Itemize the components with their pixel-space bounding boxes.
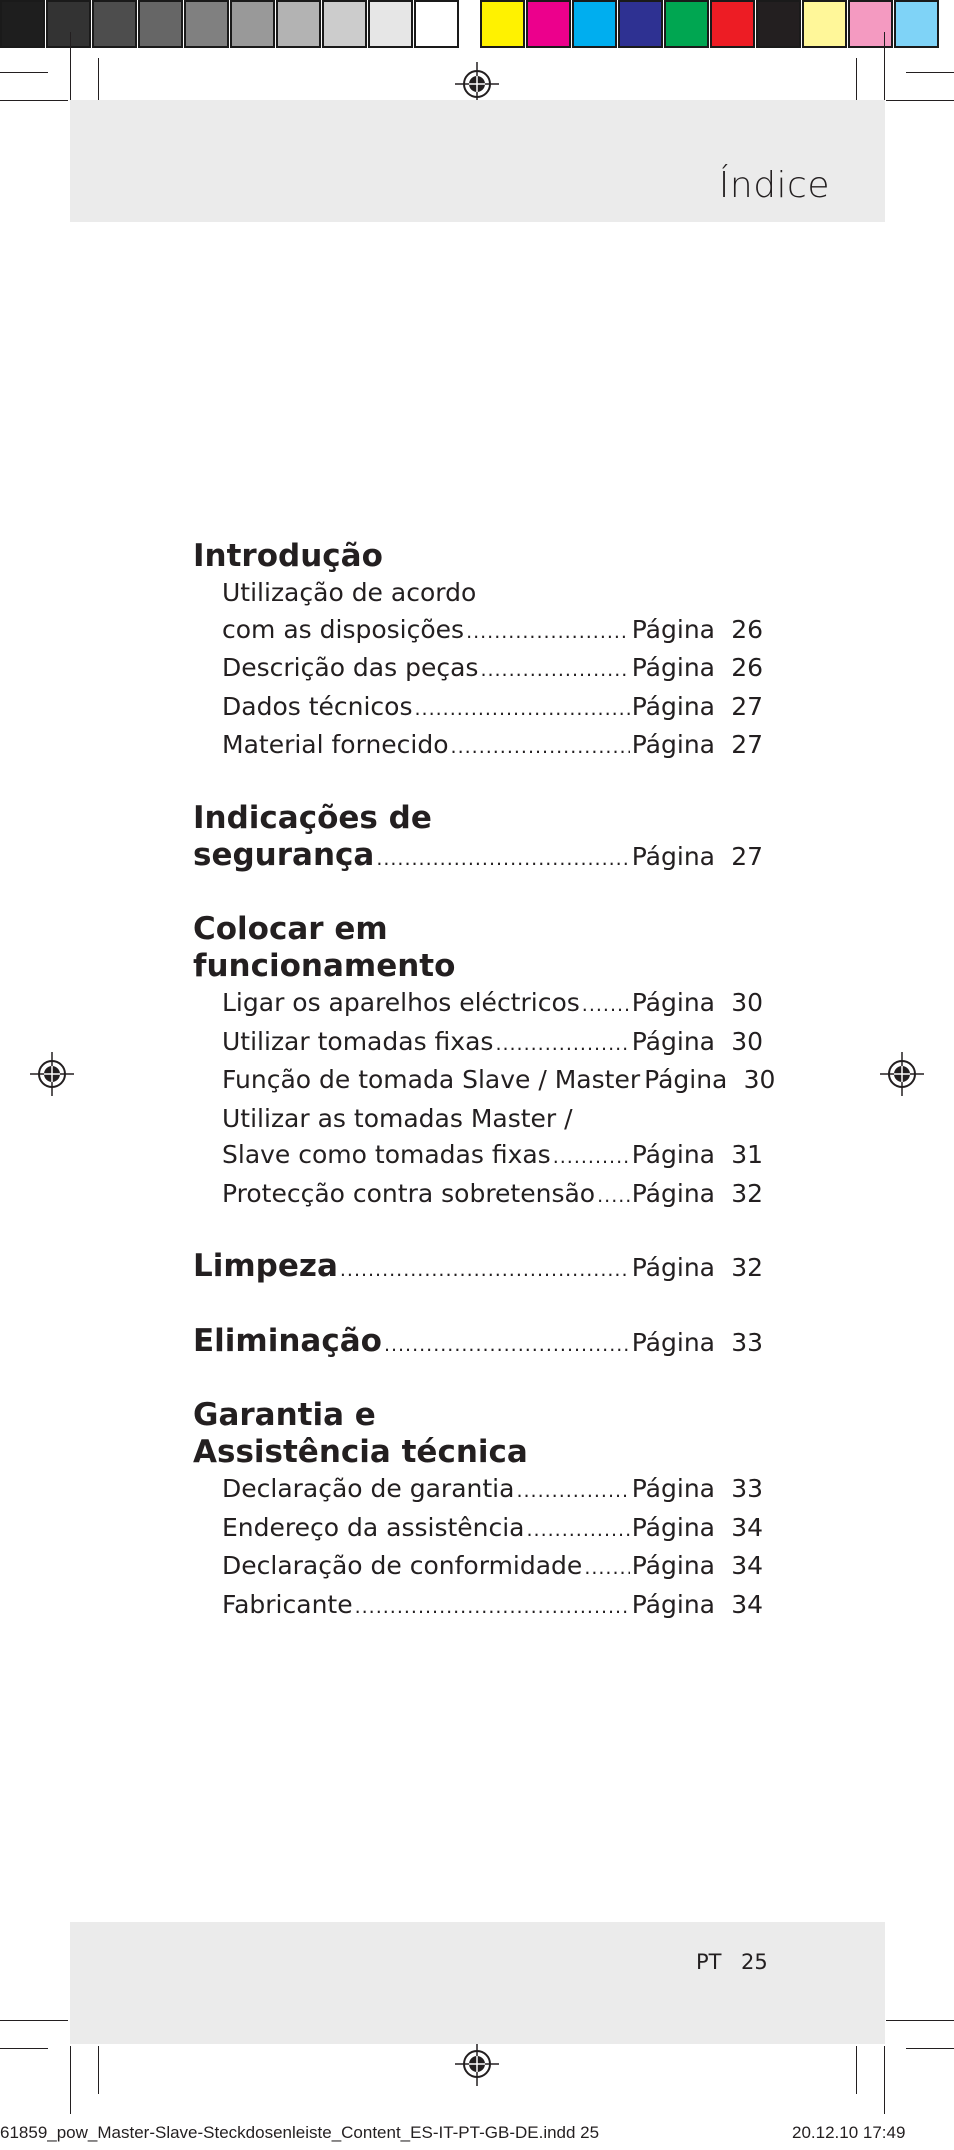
toc-entry[interactable] — [193, 1587, 763, 1626]
page-word: Página — [631, 1589, 715, 1619]
toc-entry[interactable] — [193, 1548, 763, 1587]
entry-label: Ligar os aparelhos eléctricos — [222, 988, 580, 1017]
toc-entry[interactable] — [193, 1248, 763, 1289]
leader-dots — [340, 1250, 630, 1289]
page-number: 30 — [743, 1065, 776, 1094]
page-word: Página — [631, 730, 715, 759]
slug-datetime: 20.12.10 17:49 — [792, 2123, 906, 2142]
page-number: 32 — [731, 1253, 763, 1282]
color-calibration-bar — [0, 0, 940, 48]
entry-label: Endereço da assistência — [222, 1512, 525, 1542]
crop-mark — [70, 32, 71, 100]
blue-swatch — [618, 0, 663, 48]
table-of-contents — [193, 538, 776, 1659]
crop-mark — [906, 72, 954, 73]
crop-mark — [886, 100, 954, 101]
page-word: Página — [631, 841, 715, 871]
page-word: Página — [631, 1474, 715, 1503]
crop-mark — [856, 58, 857, 106]
entry-label: Declaração de conformidade — [222, 1551, 583, 1580]
page-number: 27 — [731, 841, 763, 871]
section-title: Garantia e — [193, 1397, 376, 1433]
section-title: Assistência técnica — [193, 1434, 528, 1470]
leader-dots — [527, 1510, 630, 1549]
gray-swatch — [322, 0, 367, 48]
section-title: Introdução — [193, 538, 383, 574]
page-number: 31 — [731, 1140, 763, 1169]
page-number: 34 — [731, 1551, 763, 1580]
gray-swatch — [368, 0, 413, 48]
toc-entry[interactable] — [193, 1471, 763, 1510]
section-title: Indicações de — [193, 799, 432, 836]
gray-swatch — [414, 0, 459, 48]
entry-label: Dados técnicos — [222, 691, 413, 721]
registration-mark-icon — [30, 1052, 74, 1096]
page-word: Página — [631, 1551, 715, 1580]
entry-label: Protecção contra sobretensão — [222, 1178, 596, 1208]
page-number: 30 — [731, 988, 763, 1017]
gray-swatch — [0, 0, 45, 48]
magenta-swatch — [526, 0, 571, 48]
toc-section-introducao — [193, 538, 763, 766]
page-number: 26 — [731, 653, 763, 682]
gray-swatch — [92, 0, 137, 48]
page-word: Página — [631, 1026, 715, 1056]
light-yellow-swatch — [802, 0, 847, 48]
entry-label: Declaração de garantia — [222, 1474, 515, 1503]
gray-swatch — [184, 0, 229, 48]
page-number: 32 — [731, 1178, 763, 1208]
leader-dots — [584, 1548, 629, 1587]
page-number: 34 — [731, 1512, 763, 1542]
toc-section-seguranca — [193, 800, 763, 878]
toc-section-eliminacao — [193, 1323, 763, 1364]
entry-label: Fabricante — [222, 1589, 353, 1619]
page-word: Página — [631, 1327, 715, 1357]
leader-dots — [495, 1024, 629, 1063]
crop-mark — [0, 72, 48, 73]
leader-dots — [480, 650, 629, 689]
toc-section-limpeza — [193, 1248, 763, 1289]
crop-mark — [98, 2046, 99, 2094]
toc-entry-text: Utilização de acordo — [222, 578, 477, 607]
crop-mark — [0, 2020, 68, 2021]
toc-entry[interactable] — [193, 837, 763, 878]
page-number-footer: 25 — [741, 1950, 768, 1974]
entry-label: Descrição das peças — [222, 653, 479, 682]
crop-mark — [886, 2020, 954, 2021]
gray-swatch — [46, 0, 91, 48]
leader-dots — [597, 1176, 630, 1215]
footer-band — [70, 1922, 885, 2044]
slug-filename: 61859_pow_Master-Slave-Steckdosenleiste_Content_ES-IT-PT-GB-DE.indd 25 — [0, 2123, 600, 2142]
leader-dots — [451, 727, 630, 766]
entry-label: Utilizar tomadas fixas — [222, 1026, 494, 1056]
leader-dots — [355, 1587, 630, 1626]
leader-dots — [415, 689, 630, 728]
crop-mark — [70, 2046, 71, 2114]
entry-label: segurança — [193, 836, 375, 873]
toc-entry[interactable] — [193, 1062, 776, 1101]
toc-entry[interactable] — [193, 1024, 763, 1063]
gray-swatch — [230, 0, 275, 48]
page-word: Página — [631, 988, 715, 1017]
black-swatch — [756, 0, 801, 48]
leader-dots — [466, 612, 630, 651]
page-number: 27 — [731, 691, 763, 721]
entry-label: Material fornecido — [222, 730, 449, 759]
leader-dots — [516, 1471, 629, 1510]
leader-dots — [553, 1137, 630, 1176]
toc-entry[interactable] — [193, 1137, 763, 1176]
crop-mark — [0, 2048, 48, 2049]
page-word: Página — [631, 614, 715, 644]
page-word: Página — [631, 1178, 715, 1208]
light-cyan-swatch — [894, 0, 939, 48]
crop-mark — [98, 58, 99, 106]
crop-mark — [884, 32, 885, 100]
toc-entry[interactable] — [193, 1323, 763, 1364]
registration-mark-icon — [880, 1052, 924, 1096]
language-label: PT — [696, 1950, 722, 1974]
red-swatch — [710, 0, 755, 48]
gray-swatch — [276, 0, 321, 48]
cyan-swatch — [572, 0, 617, 48]
page-number: 27 — [731, 730, 763, 759]
crop-mark — [906, 2048, 954, 2049]
registration-mark-icon — [455, 2042, 499, 2086]
entry-label: Função de tomada Slave / Master — [222, 1065, 641, 1094]
page-word: Página — [631, 1253, 715, 1282]
page-number: 34 — [731, 1589, 763, 1619]
page-word: Página — [631, 653, 715, 682]
crop-mark — [884, 2046, 885, 2114]
entry-label: com as disposições — [222, 614, 465, 644]
leader-dots — [582, 985, 630, 1024]
toc-entry[interactable] — [193, 727, 763, 766]
gray-swatch — [138, 0, 183, 48]
page-number: 33 — [731, 1474, 763, 1503]
leader-dots — [376, 839, 629, 878]
page-number: 26 — [731, 614, 763, 644]
page-word: Página — [631, 1512, 715, 1542]
toc-section-funcionamento — [193, 911, 776, 1214]
toc-entry[interactable] — [193, 1176, 763, 1215]
toc-section-garantia — [193, 1397, 763, 1625]
toc-entry[interactable] — [193, 650, 763, 689]
toc-entry[interactable] — [193, 612, 763, 651]
section-title: Colocar em — [193, 911, 388, 947]
section-title: funcionamento — [193, 948, 456, 984]
page-number: 30 — [731, 1026, 763, 1056]
toc-entry[interactable] — [193, 985, 763, 1024]
toc-entry[interactable] — [193, 689, 763, 728]
toc-entry[interactable] — [193, 1510, 763, 1549]
page-word: Página — [631, 691, 715, 721]
toc-entry-text: Utilizar as tomadas Master / — [222, 1103, 573, 1133]
crop-mark — [0, 100, 68, 101]
crop-mark — [856, 2046, 857, 2094]
entry-label: Limpeza — [193, 1248, 338, 1284]
yellow-swatch — [480, 0, 525, 48]
leader-dots — [384, 1325, 630, 1364]
pink-swatch — [848, 0, 893, 48]
page-word: Página — [644, 1065, 728, 1094]
page-number: 33 — [731, 1327, 763, 1357]
green-swatch — [664, 0, 709, 48]
entry-label: Eliminação — [193, 1322, 382, 1359]
page-title: Índice — [718, 165, 830, 206]
entry-label: Slave como tomadas fixas — [222, 1140, 551, 1169]
page-word: Página — [631, 1140, 715, 1169]
